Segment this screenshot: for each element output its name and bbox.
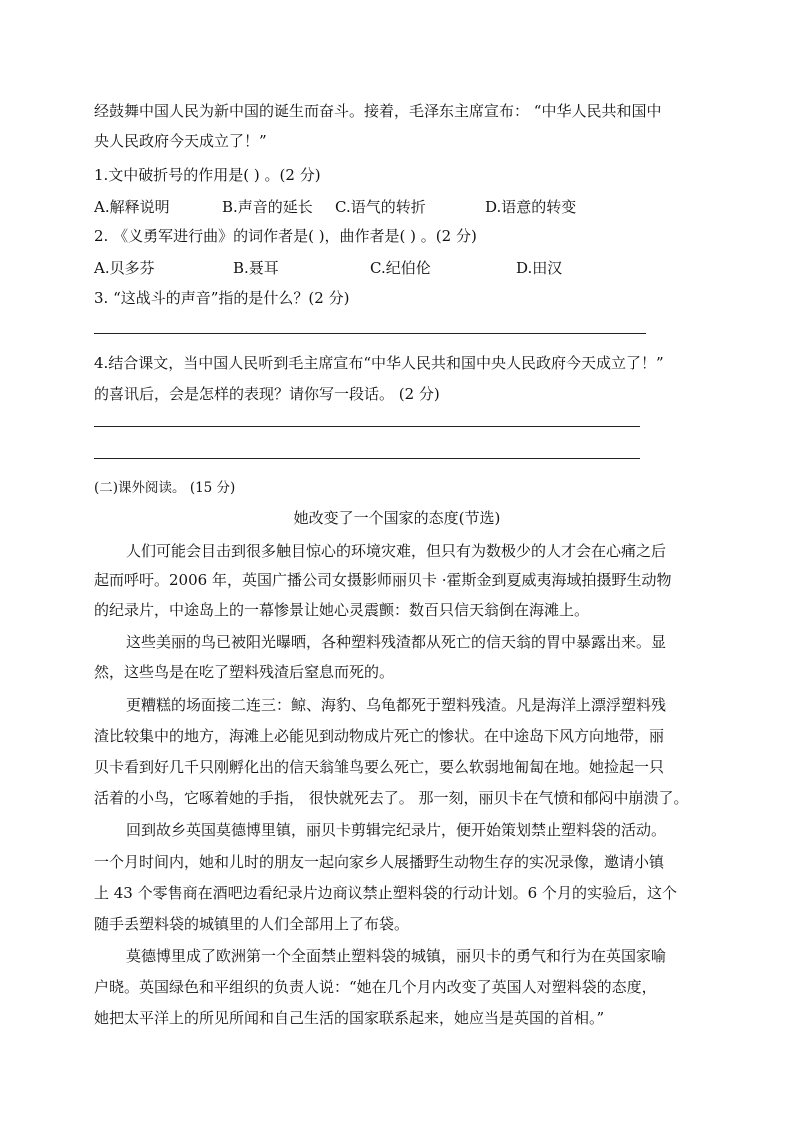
article-paragraph-3-line-3: 贝卡看到好几千只刚孵化出的信天翁雏鸟要么死亡，要么软弱地匍匐在地。她捡起一只	[94, 758, 665, 776]
question-3-answer-line[interactable]	[94, 333, 646, 334]
article-paragraph-1-line-2: 起而呼吁。2006 年，英国广播公司女摄影师丽贝卡 ·霍斯金到夏威夷海域拍摄野生动物	[94, 571, 672, 589]
question-1-option-a: A.解释说明	[94, 198, 170, 216]
question-4-answer-line-1[interactable]	[94, 426, 640, 427]
question-2-option-c: C.纪伯伦	[370, 259, 431, 277]
passage-line-2: 央人民政府今天成立了！”	[94, 132, 267, 150]
question-2-option-b: B.聂耳	[233, 259, 279, 277]
article-paragraph-3-line-1: 更糟糕的场面接二连三：鲸、海豹、乌龟都死于塑料残渣。凡是海洋上漂浮塑料残	[126, 696, 667, 714]
question-2-option-d: D.田汉	[516, 259, 563, 277]
question-4-line-2: 的喜讯后，会是怎样的表现？请你写一段话。 (2 分)	[94, 385, 440, 403]
question-1-prompt: 1.文中破折号的作用是( ) 。(2 分)	[94, 166, 321, 184]
article-paragraph-1-line-1: 人们可能会目击到很多触目惊心的环境灾难，但只有为数极少的人才会在心痛之后	[126, 542, 667, 560]
article-paragraph-5-line-2: 户晓。英国绿色和平组织的负责人说：“她在几个月内改变了英国人对塑料袋的态度，	[94, 978, 657, 996]
article-title: 她改变了一个国家的态度(节选)	[293, 509, 501, 527]
article-paragraph-5-line-3: 她把太平洋上的所见所闻和自己生活的国家联系起来，她应当是英国的首相。”	[94, 1009, 605, 1027]
passage-line-1: 经鼓舞中国人民为新中国的诞生而奋斗。接着，毛泽东主席宣布： “中华人民共和国中	[94, 102, 662, 120]
article-paragraph-2-line-2: 然，这些鸟是在吃了塑料残渣后窒息而死的。	[94, 663, 395, 681]
section-2-heading: (二)课外阅读。 (15 分)	[94, 480, 236, 496]
question-2-prompt: 2. 《义勇军进行曲》的词作者是( )，曲作者是( ) 。(2 分)	[94, 227, 477, 245]
question-1-option-d: D.语意的转变	[485, 198, 577, 216]
question-4-line-1: 4.结合课文，当中国人民听到毛主席宣布“中华人民共和国中央人民政府今天成立了！”	[94, 354, 664, 372]
question-1-option-b: B.声音的延长	[222, 198, 313, 216]
question-3-prompt: 3. “这战斗的声音”指的是什么？(2 分)	[94, 289, 350, 307]
question-1-option-c: C.语气的转折	[335, 198, 426, 216]
question-2-option-a: A.贝多芬	[94, 259, 155, 277]
article-paragraph-3-line-4: 活着的小鸟，它啄着她的手指， 很快就死去了。 那一刻，丽贝卡在气愤和郁闷中崩溃了。	[94, 789, 689, 807]
article-paragraph-4-line-1: 回到故乡英国莫德博里镇，丽贝卡剪辑完纪录片，便开始策划禁止塑料袋的活动。	[126, 821, 667, 839]
question-4-answer-line-2[interactable]	[94, 458, 640, 459]
article-paragraph-2-line-1: 这些美丽的鸟已被阳光曝晒，各种塑料残渣都从死亡的信天翁的胃中暴露出来。显	[126, 633, 667, 651]
article-paragraph-5-line-1: 莫德博里成了欧洲第一个全面禁止塑料袋的城镇，丽贝卡的勇气和行为在英国家喻	[126, 947, 667, 965]
article-paragraph-1-line-3: 的纪录片，中途岛上的一幕惨景让她心灵震颤：数百只信天翁倒在海滩上。	[94, 601, 590, 619]
article-paragraph-4-line-2: 一个月时间内，她和儿时的朋友一起向家乡人展播野生动物生存的实况录像，邀请小镇	[94, 853, 665, 871]
article-paragraph-3-line-2: 渣比较集中的地方，海滩上必能见到动物成片死亡的惨状。在中途岛下风方向地带，丽	[94, 727, 665, 745]
article-paragraph-4-line-4: 随手丢塑料袋的城镇里的人们全部用上了布袋。	[94, 915, 410, 933]
article-paragraph-4-line-3: 上 43 个零售商在酒吧边看纪录片边商议禁止塑料袋的行动计划。6 个月的实验后，这个	[94, 884, 677, 902]
